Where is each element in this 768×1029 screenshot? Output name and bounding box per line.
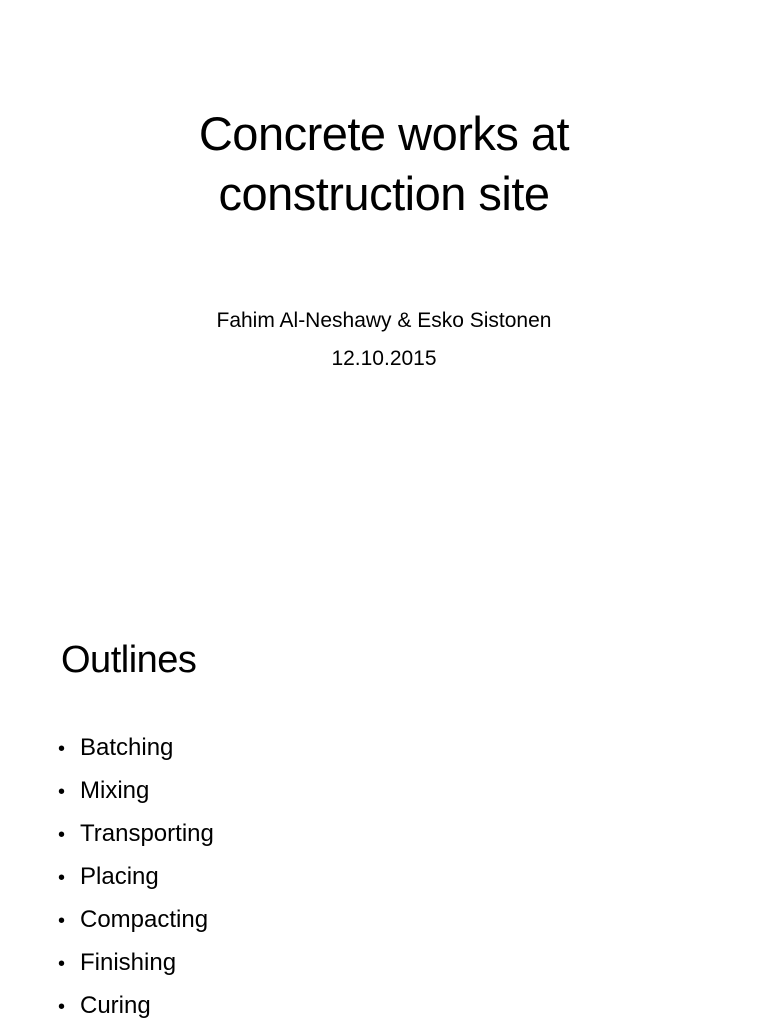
list-item-label: Compacting (80, 906, 209, 933)
bullet-icon: • (58, 824, 66, 846)
bullet-icon: • (58, 781, 66, 803)
list-item (58, 898, 214, 941)
title-line-2: construction site (218, 167, 550, 220)
bullet-icon: • (58, 867, 66, 889)
list-item-label: Transporting (80, 820, 214, 847)
list-item (58, 812, 214, 855)
list-item (58, 855, 214, 898)
title-line-1: Concrete works at (198, 107, 570, 160)
outline-heading: Outlines (61, 639, 197, 681)
list-item (58, 726, 214, 769)
presentation-title (0, 104, 768, 224)
outline-slide (0, 576, 768, 1024)
list-item (58, 984, 214, 1027)
bullet-icon: • (58, 953, 66, 975)
date-text: 12.10.2015 (331, 347, 437, 370)
bullet-icon: • (58, 996, 66, 1018)
authors-text: Fahim Al-Neshawy & Esko Sistonen (216, 309, 552, 332)
list-item-label: Placing (80, 863, 159, 890)
list-item-label: Finishing (80, 949, 177, 976)
bullet-icon: • (58, 738, 66, 760)
list-item-label: Curing (80, 992, 151, 1019)
outline-list (58, 726, 214, 1027)
bullet-icon: • (58, 910, 66, 932)
subtitle (0, 302, 768, 378)
list-item-label: Mixing (80, 777, 150, 804)
list-item (58, 769, 214, 812)
list-item-label: Batching (80, 734, 174, 761)
list-item (58, 941, 214, 984)
